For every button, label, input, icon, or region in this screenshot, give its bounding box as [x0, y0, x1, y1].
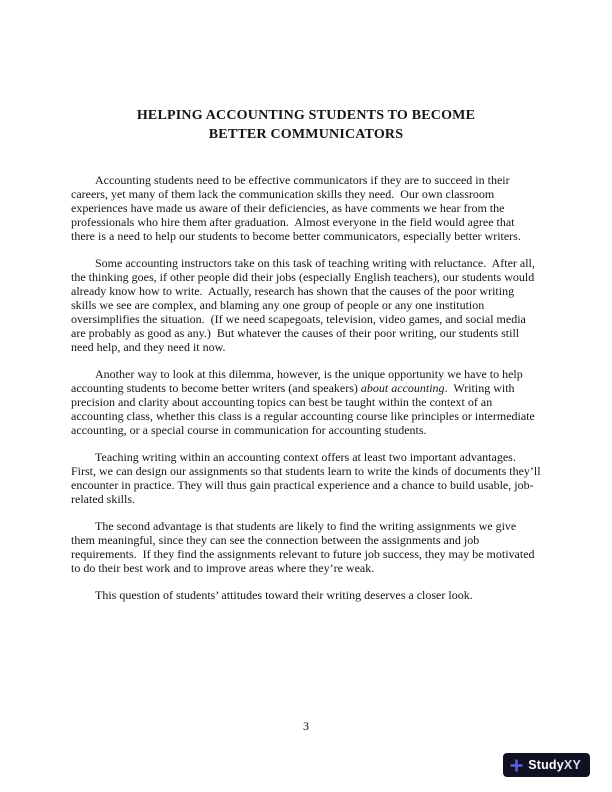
paragraph-2: Some accounting instructors take on this task of teaching writing with reluctance. After all, the thinking goes, if other people did their jobs (especially English teachers), our students would already know how to write. Actually, research has shown that the causes of the poor writing skills we see are complex, and blaming any one group of people or any one institution oversimplifies the situation. (If we need scapegoats, television, video games, and social media are probably as good as any.) But whatever the causes of their poor writing, our students still need help, and they need it now. — [71, 256, 538, 354]
paragraph-3-text-before: Another way to look at this dilemma, however, is the unique opportunity we have to help accounting students to become better writers (and speakers) — [71, 367, 526, 395]
document-content — [71, 106, 544, 615]
logo-brand-text — [528, 758, 581, 772]
logo-brand-part1: Study — [528, 758, 564, 772]
paragraph-5: The second advantage is that students are likely to find the writing assignments we give them meaningful, since they can see the connection between the assignments and job requirements. If they find the assignments relevant to future job success, they may be motivated to do their best work and to improve areas where they’re weak. — [71, 519, 538, 575]
plus-icon — [510, 759, 523, 772]
title-line-2: BETTER COMMUNICATORS — [208, 127, 404, 142]
paragraph-4: Teaching writing within an accounting context offers at least two important advantages. First, we can design our assignments so that students learn to write the kinds of documents they’ll encounter in practice. They will thus gain practical experience and a chance to build usable, job-related skills. — [71, 450, 544, 506]
paragraph-3 — [71, 367, 541, 437]
document-title — [71, 106, 541, 144]
title-line-1: HELPING ACCOUNTING STUDENTS TO BECOME — [136, 108, 476, 123]
page-number: 3 — [303, 719, 309, 733]
paragraph-3-italic-phrase: about accounting — [360, 381, 445, 395]
paragraph-6: This question of students’ attitudes toward their writing deserves a closer look. — [95, 588, 473, 602]
studyxy-logo — [503, 753, 590, 777]
paragraph-1: Accounting students need to be effective communicators if they are to succeed in their careers, yet many of them lack the communication skills they need. Our own classroom experiences have made us aware of their deficiencies, as have comments we hear from the professionals who hire them after graduation. Almost everyone in the field would agree that there is a need to help our students to become better communicators, especially better writers. — [71, 173, 521, 243]
paragraph-3-text-after: . Writing with precision and clarity about accounting topics can best be taught within the context of an accounting class, whether this class is a regular accounting course like principles or intermediate accounting, or a special course in communication for accounting students. — [71, 381, 538, 437]
logo-brand-part2: XY — [563, 758, 581, 772]
